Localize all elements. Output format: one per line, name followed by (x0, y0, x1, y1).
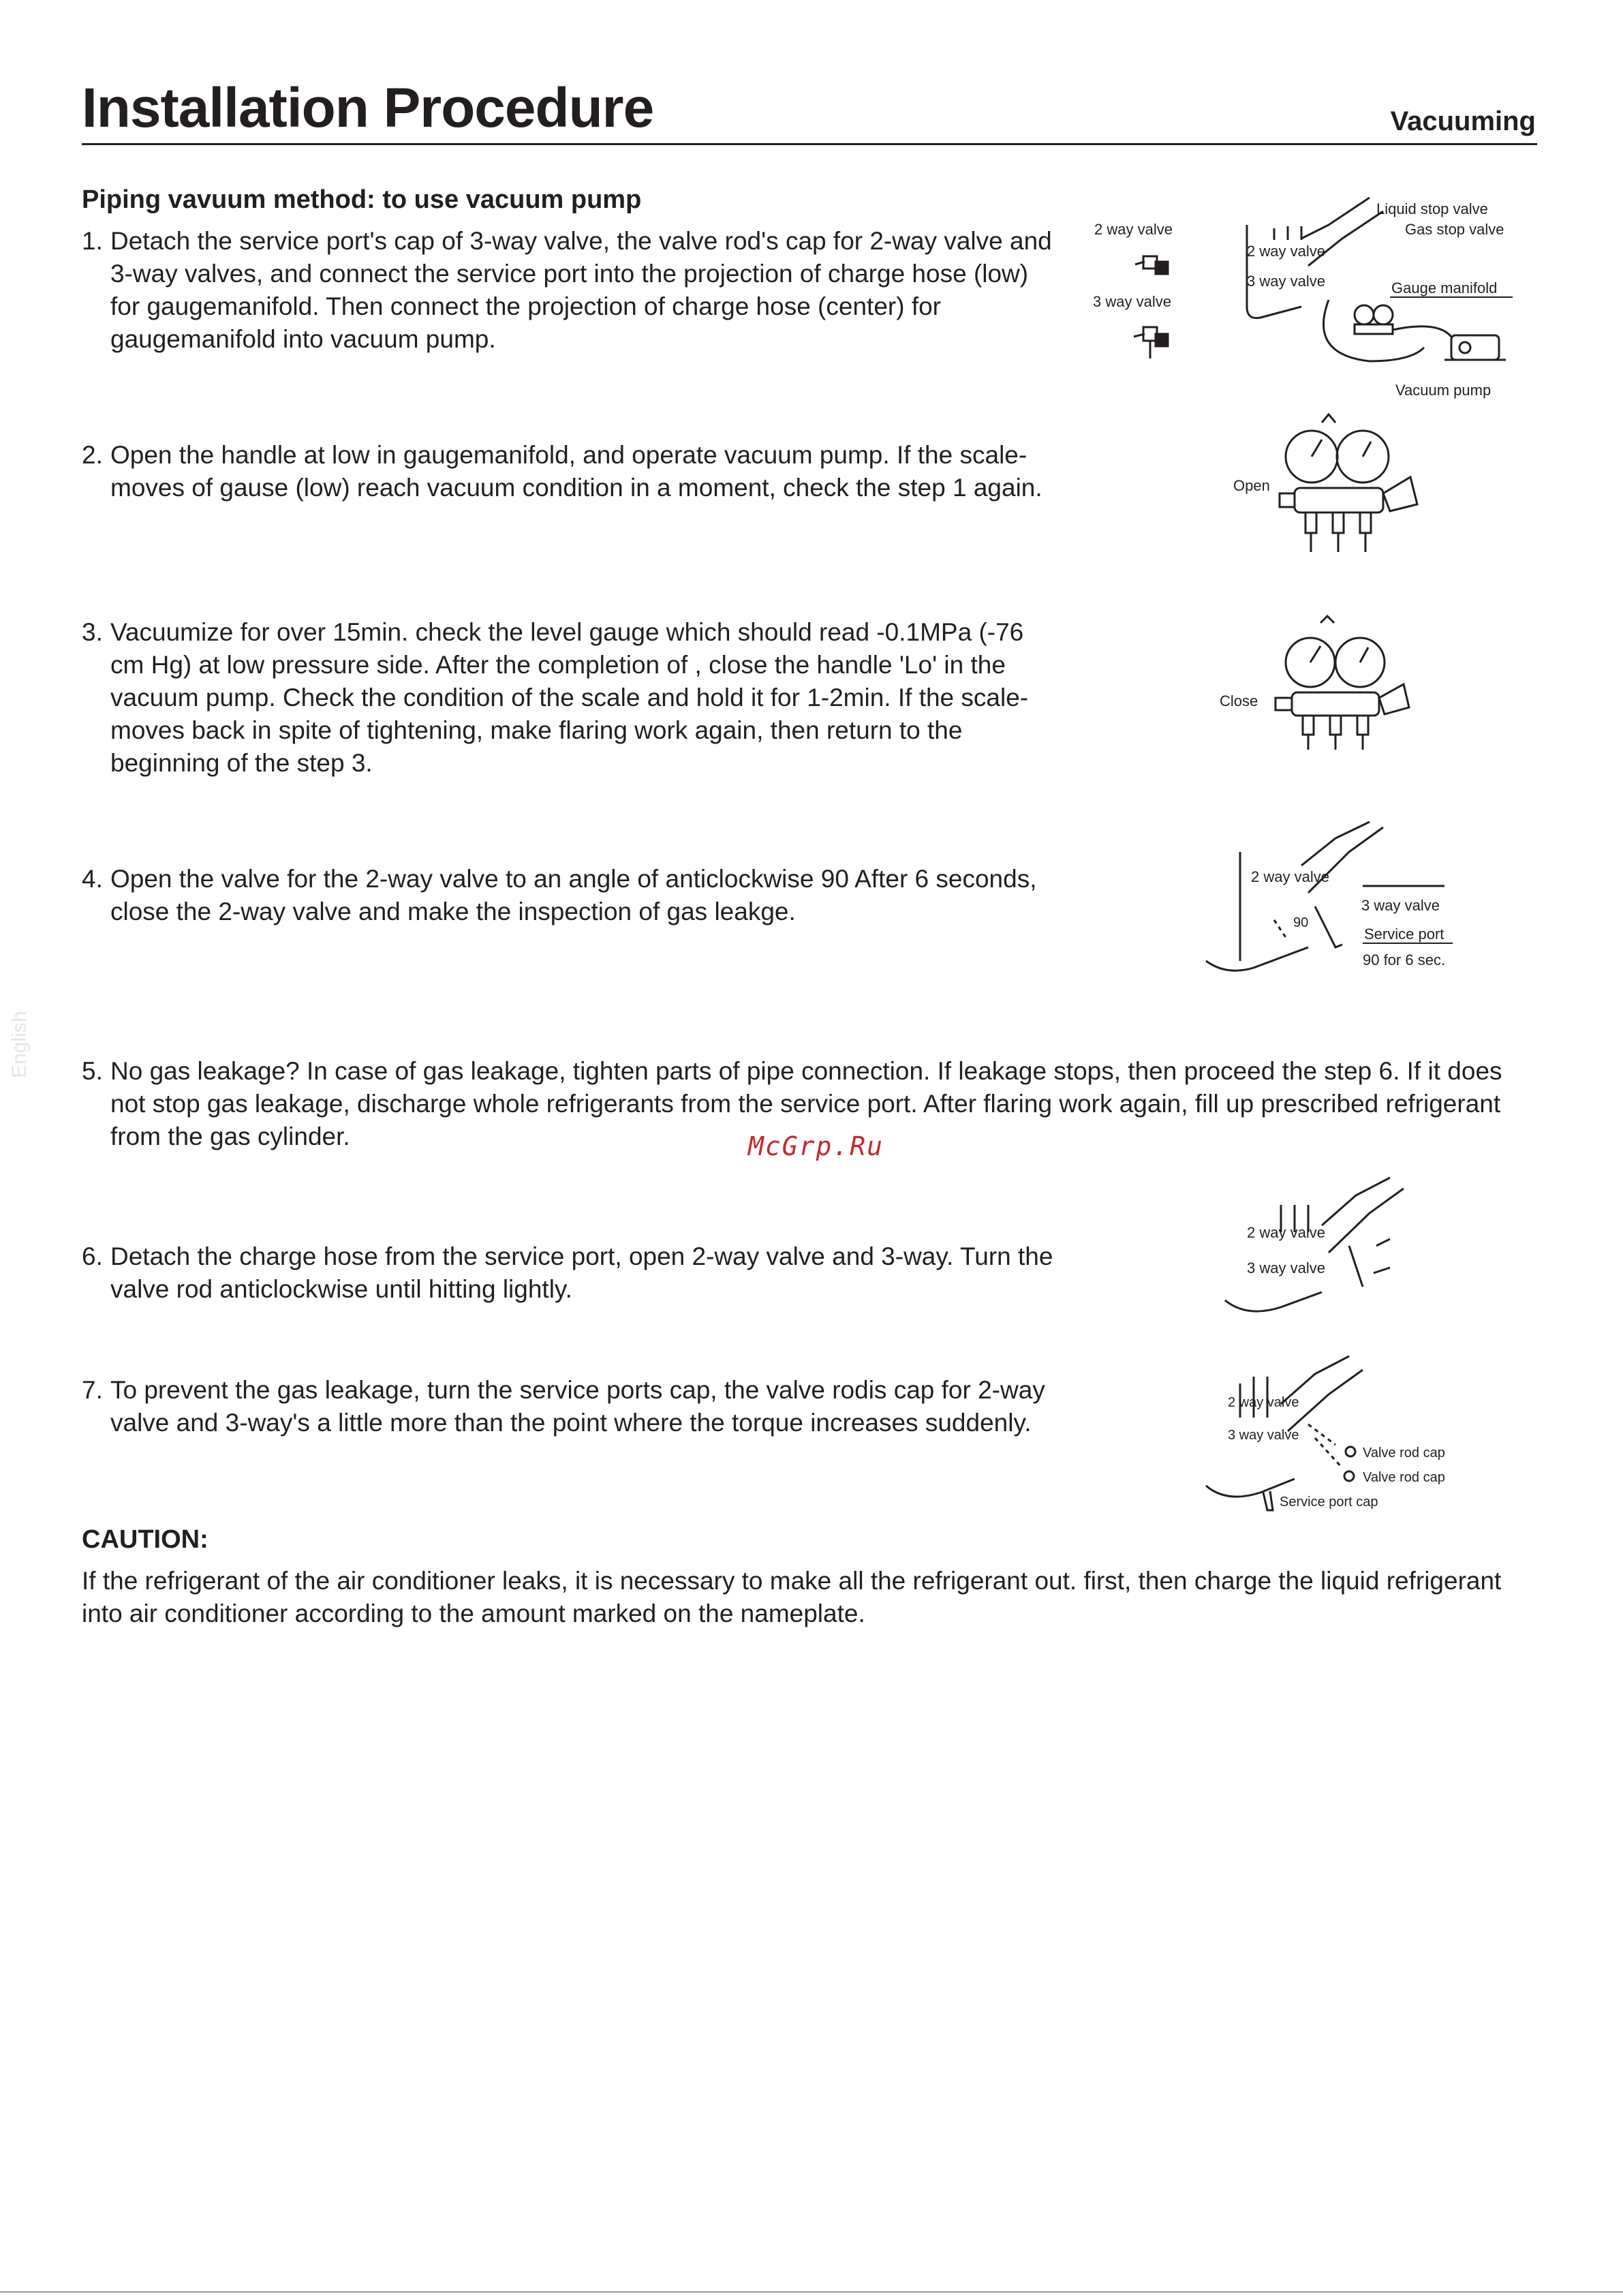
fig7-valve-rod-cap-2: Valve rod cap (1363, 1470, 1445, 1485)
step-6 (82, 1240, 1056, 1306)
step-4 (82, 863, 1090, 928)
fig2-open-label: Open (1233, 477, 1270, 494)
step-number: 5. (82, 1057, 103, 1085)
step-number: 7. (82, 1376, 103, 1404)
fig4-3way: 3 way valve (1361, 897, 1440, 914)
figure-open-valve-90 (1199, 825, 1485, 988)
step-number: 6. (82, 1242, 103, 1270)
step-2 (82, 439, 1056, 504)
fig4-duration: 90 for 6 sec. (1363, 951, 1446, 968)
step-number: 3. (82, 618, 103, 646)
fig1-unit-2way: 2 way valve (1247, 243, 1325, 260)
fig7-3way: 3 way valve (1228, 1428, 1299, 1443)
caution-heading: CAUTION: (82, 1525, 208, 1554)
step-number: 1. (82, 227, 103, 255)
fig4-angle: 90 (1293, 915, 1309, 930)
step-text: Detach the charge hose from the service port, open 2-way valve and 3-way. Turn the valve rod anticlockwise until hitting lightly. (110, 1242, 1053, 1303)
section-label: Vacuuming (1390, 106, 1536, 136)
fig1-liquid-stop: Liquid stop valve (1376, 200, 1488, 217)
fig4-2way: 2 way valve (1251, 868, 1329, 885)
step-text: To prevent the gas leakage, turn the service ports cap, the valve rodis cap for 2-way valve and 3-way's a little more than the point where the torque increases suddenly. (110, 1376, 1045, 1437)
step-text: Vacuumize for over 15min. check the level gauge which should read -0.1MPa (-76 cm Hg) at low pressure side. After the completion of , close the handle 'Lo' in the vacuum pump. Check the condition of the scale and hold it for 1-2min. If the scale-moves back in spite of tightening, make flaring work again, then return to the beginning of the step 3. (110, 618, 1029, 777)
figure-open-valves (1220, 1178, 1424, 1321)
header-rule (82, 143, 1537, 145)
fig6-3way: 3 way valve (1247, 1259, 1325, 1276)
step-text: No gas leakage? In case of gas leakage, tighten parts of pipe connection. If leakage stops, then proceed the step 6. If it does not stop gas leakage, discharge whole refrigerants from the service port. After flaring work again, fill up prescribed refrigerant from the gas cylinder. (110, 1057, 1502, 1150)
fig6-2way: 2 way valve (1247, 1224, 1325, 1241)
fig4-service-port: Service port (1364, 925, 1444, 943)
step-7 (82, 1374, 1056, 1439)
page-title: Installation Procedure (82, 77, 654, 139)
fig7-valve-rod-cap-1: Valve rod cap (1363, 1445, 1445, 1460)
fig1-unit-3way: 3 way valve (1247, 273, 1325, 290)
fig1-label-2way: 2 way valve (1094, 221, 1173, 238)
vacuum-pump-icon (1444, 335, 1506, 360)
small-2way-valve-icon (1135, 256, 1168, 274)
fig7-service-port-cap: Service port cap (1280, 1495, 1378, 1510)
caution-text: If the refrigerant of the air conditioner leaks, it is necessary to make all the refrigerant out. first, then charge the liquid refrigerant into air conditioner according to the amount marked on the nameplate. (82, 1567, 1502, 1627)
step-3 (82, 616, 1056, 780)
watermark: McGrp.Ru (748, 1131, 884, 1161)
step-text: Open the valve for the 2-way valve to an angle of anticlockwise 90 After 6 seconds, close the 2-way valve and make the inspection of gas leakge. (110, 865, 1037, 925)
step-number: 4. (82, 865, 103, 893)
step-number: 2. (82, 441, 103, 469)
gauge-manifold-icon (1324, 300, 1452, 361)
subheading: Piping vavuum method: to use vacuum pump (82, 185, 642, 214)
fig1-vacuum-pump: Vacuum pump (1395, 382, 1491, 399)
unit-with-valves-drawing (1225, 1178, 1404, 1311)
footer-rule (0, 2291, 1623, 2293)
small-3way-valve-icon (1134, 327, 1168, 358)
step-1 (82, 225, 1056, 356)
fig1-gas-stop: Gas stop valve (1405, 221, 1504, 238)
figure-vacuum-setup (1083, 191, 1533, 409)
step-text: Detach the service port's cap of 3-way valve, the valve rod's cap for 2-way valve and 3-way valves, and connect the service port into the projection of charge hose (low) for gaugemanifold. Then connect the projection of charge hose (center) for gaugemanifold into vacuum pump. (110, 227, 1052, 353)
fig1-label-3way: 3 way valve (1093, 293, 1171, 310)
manifold-gauges-icon (1276, 616, 1409, 750)
fig3-close-label: Close (1220, 692, 1258, 709)
figure-manifold-open (1226, 409, 1431, 559)
side-language-tab: English (8, 1011, 31, 1078)
figure-manifold-close (1218, 613, 1423, 756)
fig1-gauge-manifold: Gauge manifold (1391, 279, 1498, 296)
manifold-gauges-icon (1280, 414, 1417, 552)
figure-caps (1199, 1356, 1472, 1520)
step-text: Open the handle at low in gaugemanifold, and operate vacuum pump. If the scale-moves of gause (low) reach vacuum condition in a moment, check the step 1 again. (110, 441, 1042, 502)
fig7-2way: 2 way valve (1228, 1395, 1299, 1410)
